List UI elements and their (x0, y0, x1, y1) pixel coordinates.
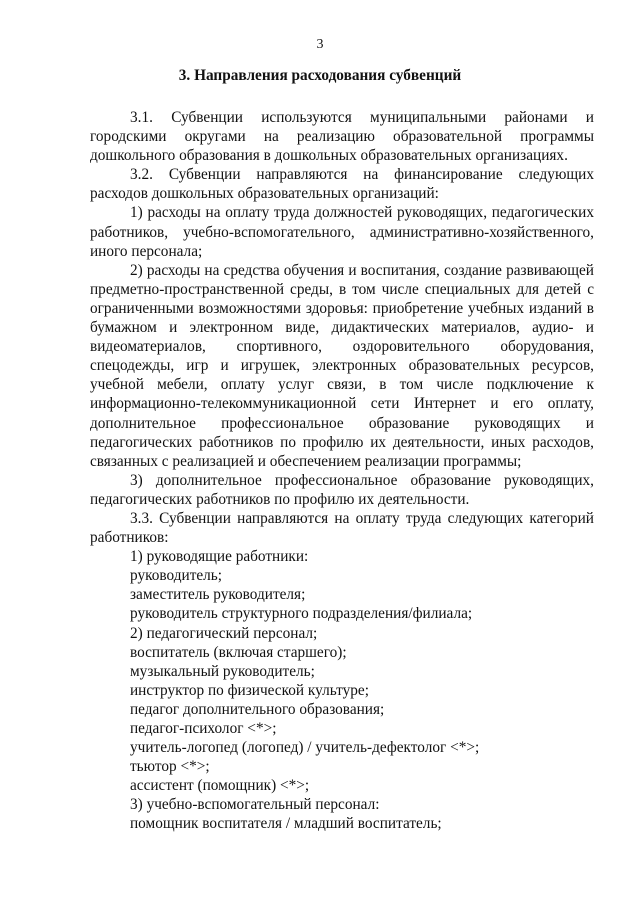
list-item: ассистент (помощник) <*>; (130, 777, 310, 795)
section-heading: 3. Направления расходования субвенций (178, 67, 462, 84)
paragraph-3-1: 3.1. Субвенции используются муниципальными районами и городскими округами на реализацию образовательной программы дошкольного образования в дошкольных образовательных организациях. (90, 109, 594, 165)
list-item: инструктор по физической культуре; (130, 681, 369, 699)
paragraph-item-3: 3) дополнительное профессиональное образование руководящих, педагогических работников по профилю их деятельности. (90, 471, 594, 508)
list-item: руководитель структурного подразделения/филиала; (130, 605, 473, 623)
list-item: 3) учебно-вспомогательный персонал: (130, 796, 380, 814)
paragraph-3-3: 3.3. Субвенции направляются на оплату труда следующих категорий работников: (90, 509, 594, 547)
list-item: руководитель; (130, 567, 223, 585)
list-item: педагог-психолог <*>; (130, 720, 277, 737)
list-item: заместитель руководителя; (130, 586, 306, 604)
list-item: тьютор <*>; (130, 758, 210, 776)
list-item: педагог дополнительного образования; (130, 700, 385, 718)
list-item: учитель-логопед (логопед) / учитель-дефектолог <*>; (130, 739, 480, 757)
paragraph-3-2: 3.2. Субвенции направляются на финансирование следующих расходов дошкольных образовательных организаций: (90, 166, 594, 203)
paragraph-item-1: 1) расходы на оплату труда должностей руководящих, педагогических работников, учебно-вспомогательного, административно-хозяйственного, иного персонала; (90, 204, 594, 260)
list-item: воспитатель (включая старшего); (130, 643, 347, 661)
list-item: 1) руководящие работники: (130, 548, 309, 566)
list-item: 2) педагогический персонал; (130, 624, 318, 642)
paragraph-item-2: 2) расходы на средства обучения и воспитания, создание развивающей предметно-пространственной среды, в том числе специальных для детей с ограниченными возможностями здоровья: приобретение учебных изданий в бумажном и электронном виде, дидактических материалов, аудио- и видеоматериалов, спортивного, оздоровительного оборудования, спецодежды, игр и игрушек, электронных образовательных ресурсов, учебной мебели, оплату услуг связи, в том числе подключение к информационно-телекоммуникационной сети Интернет и его оплату, дополнительное профессиональное образование руководящих и педагогических работников по профилю их деятельности, иных расходов, связанных с реализацией и обеспечением реализации программы; (90, 261, 594, 470)
list-item: помощник воспитателя / младший воспитатель; (130, 815, 442, 833)
page-number: 3 (316, 37, 324, 52)
list-item: музыкальный руководитель; (130, 662, 315, 680)
document-body (90, 108, 594, 834)
